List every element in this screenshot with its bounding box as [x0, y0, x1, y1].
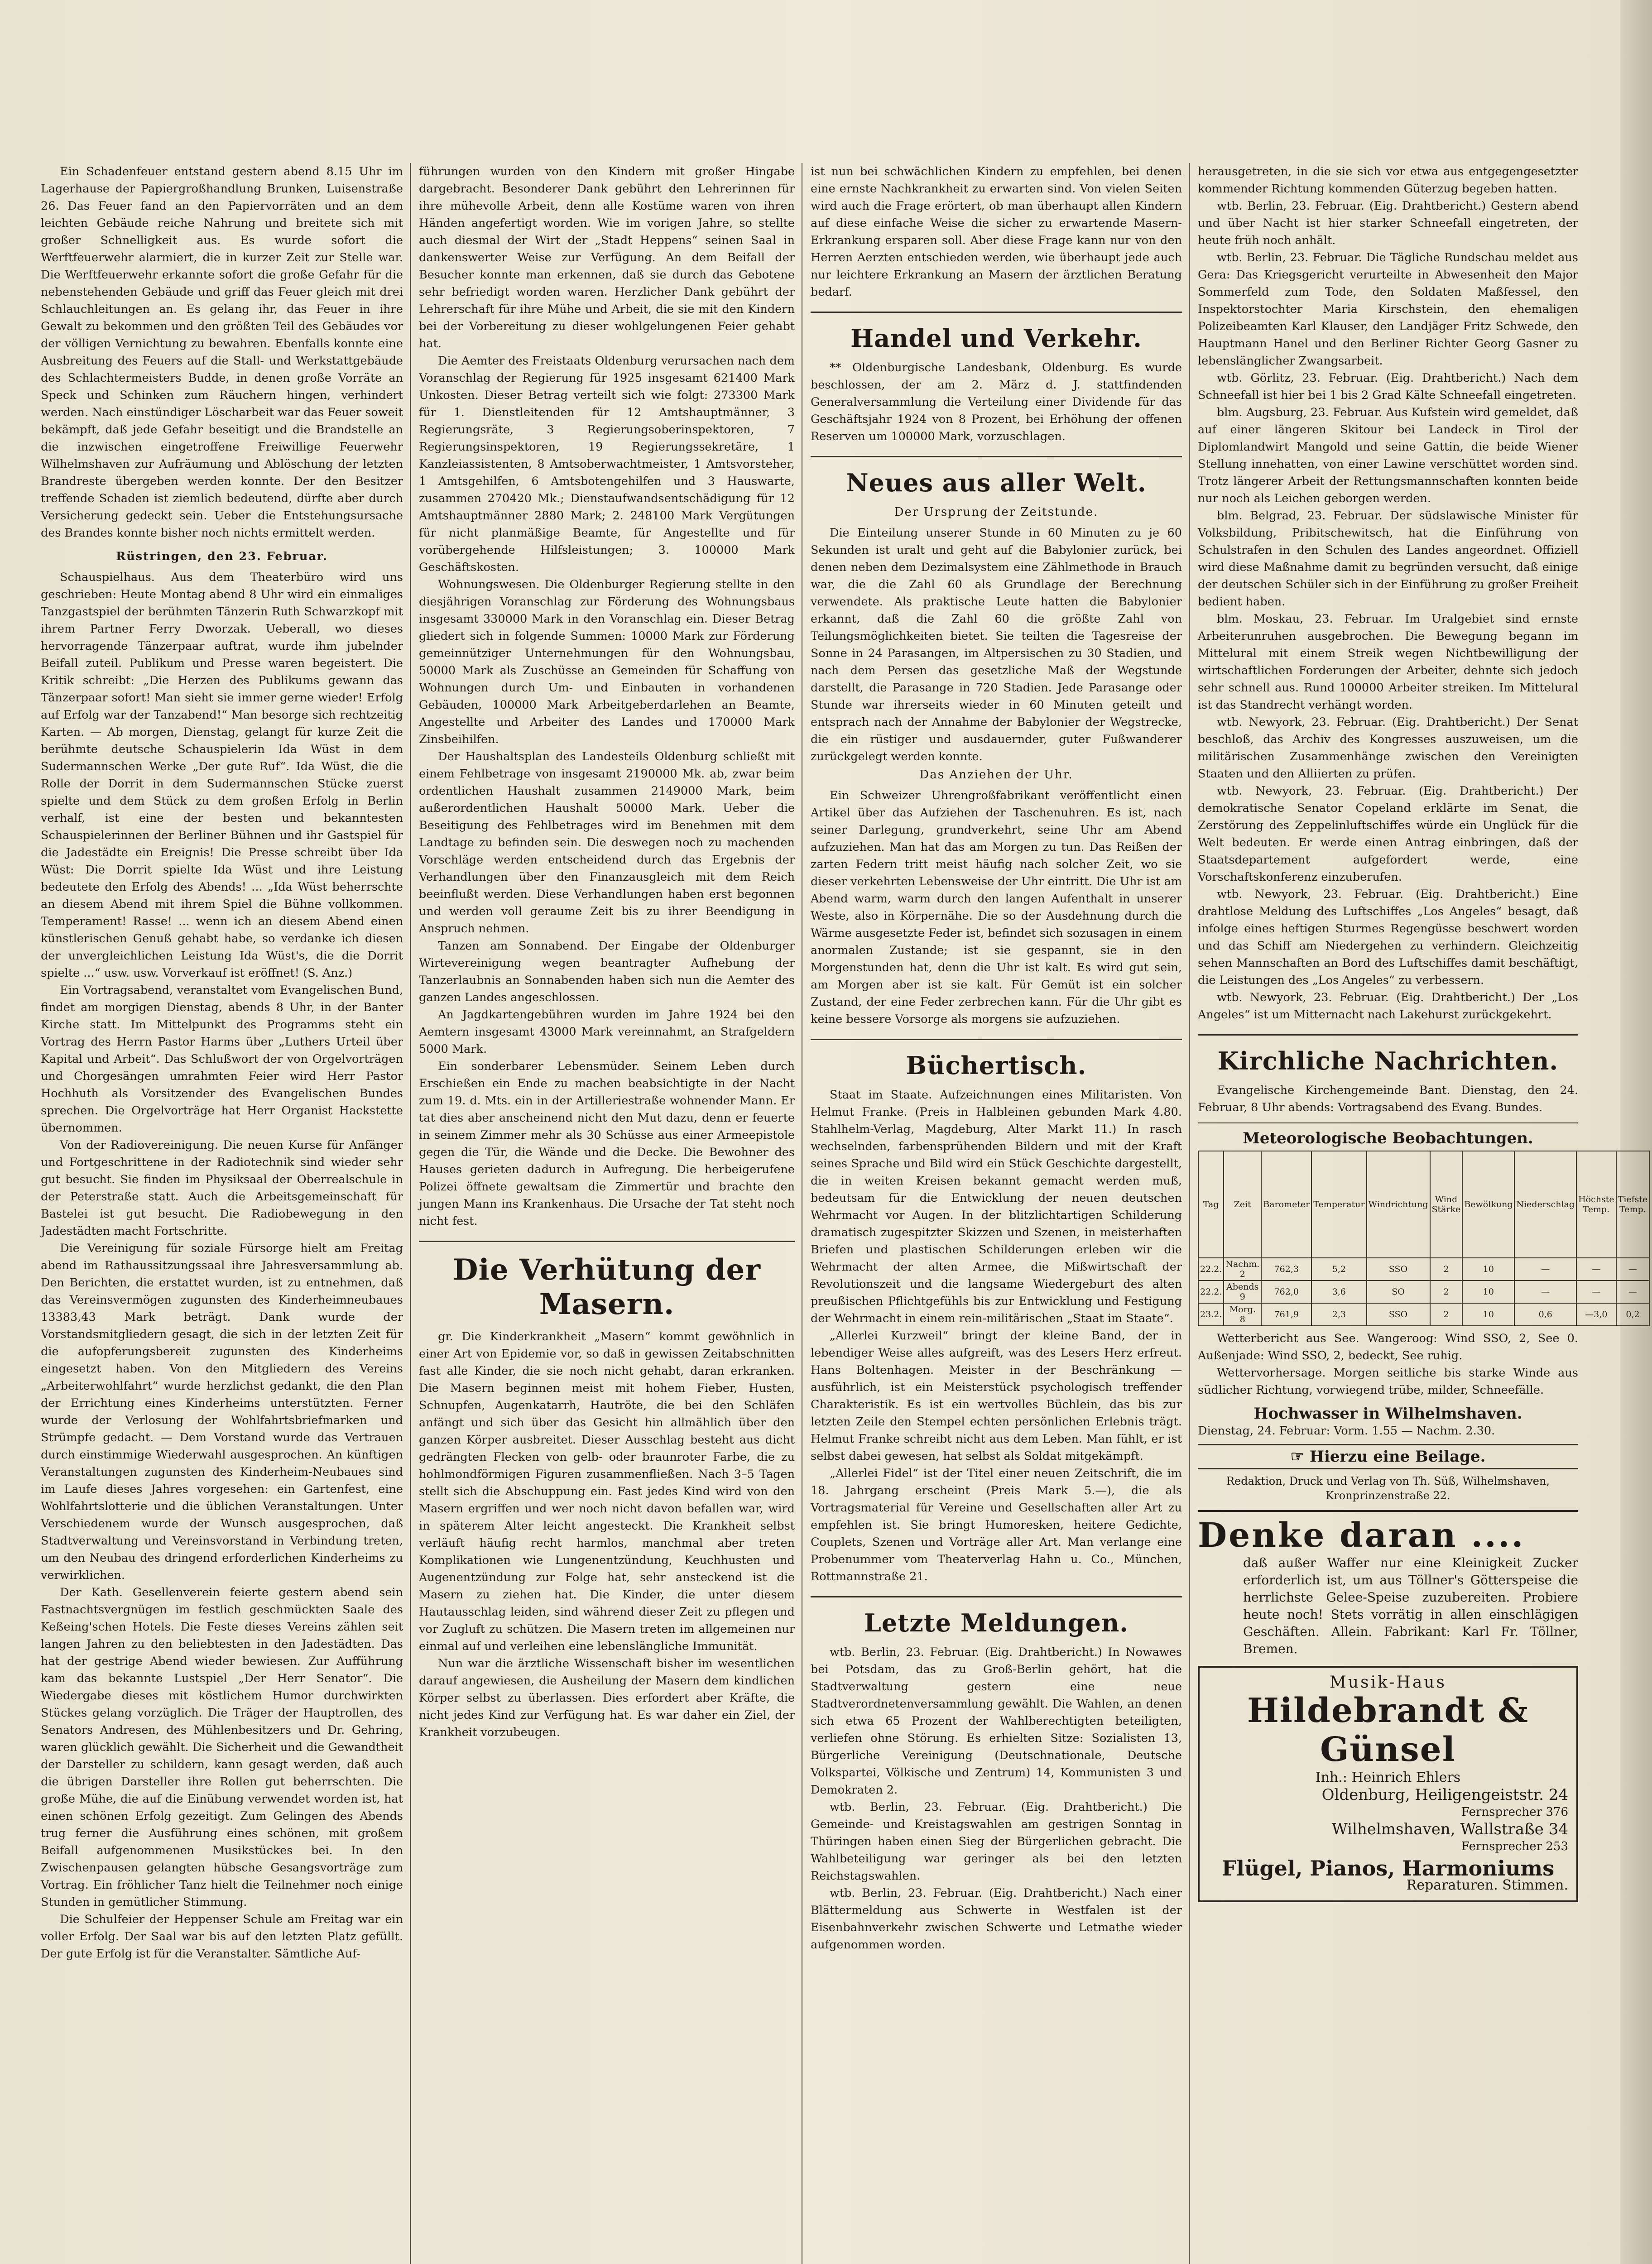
ad-music-phone-1: Fernsprecher 376: [1461, 1805, 1568, 1819]
article-allerlei-fidel: „Allerlei Fidel“ ist der Titel einer neuen Zeitschrift, die im 18. Jahrgang erscheint (Preis Mark 5.—), die als Vortragsmaterial für Vereine und Gesellschaften aller Art zu empfehlen ist. Sie bringt Humoresken, heitere Gedichte, Couplets, Szenen und Vorträge aller Art. Man verlange eine Probenummer vom Theaterverlag Hahn u. Co., München, Rottmannstraße 21.: [811, 1467, 1182, 1583]
ad-denke-title: Denke daran ....: [1198, 1516, 1525, 1555]
table-cell: 3,6: [1311, 1281, 1366, 1303]
table-cell: 5,2: [1311, 1258, 1366, 1281]
article-radio: Von der Radiovereinigung. Die neuen Kurse für Anfänger und Fortgeschrittene in der Radiotechnik sind wieder sehr gut besucht. Sie finden im Physiksaal der Oberrealschule in der Peterstraße statt. Auch die Arbeitsgemeinschaft für Bastelei ist gut besucht. Die Radiobewegung in den Jadestädten macht Fortschritte.: [41, 1138, 403, 1238]
table-cell: 761,9: [1261, 1303, 1311, 1326]
ad-music-address-1: Oldenburg, Heiligengeiststr. 24: [1321, 1786, 1568, 1804]
weather-col-header: Tiefste Temp.: [1616, 1151, 1650, 1258]
table-cell: —: [1514, 1258, 1576, 1281]
weather-col-header: Wind Stärke: [1430, 1151, 1463, 1258]
article-masern-cont: ist nun bei schwächlichen Kindern zu empfehlen, bei denen eine ernste Nachkrankheit zu erwarten sind. Von vielen Seiten wird auch die Frage erörtert, ob man überhaupt allen Kindern auf diese einfache Weise die sicher zu erwartende Masern-Erkrankung ersparen soll. Aber diese Frage kann nur von den Herren Aerzten entschieden werden, wie überhaupt jede auch nur leichtere Erkrankung an Masern der ärztlichen Beratung bedarf.: [811, 165, 1182, 299]
article-staat-im-staate: Staat im Staate. Aufzeichnungen eines Militaristen. Von Helmut Franke. (Preis in Halbleinen gebunden Mark 4.80. Stahlhelm-Verlag, Magdeburg, Alter Markt 11.) In rasch wechselnden, farbensprühenden Bildern und mit der Kraft seines Sprache und Bild wird ein Stück Geschichte dargestellt, die in weiten Kreisen bekannt gemacht werden muß, bedeutsam für die Entwicklung der neuen deutschen Wehrmacht vor Augen. In der blitzlichtartigen Schilderung dramatisch zugespitzter Skizzen und Szenen, in meisterhaften Briefen und plastischen Schilderungen erleben wir die Wehrmacht der alten Armee, die Mißwirtschaft der Revolutionszeit und die langsame Wiedergeburt des alten preußischen Pflichtgefühls bis zur Entwicklung und Festigung der Wehrmacht in einem rein-militärischen „Staat im Staate“.: [811, 1088, 1182, 1325]
dateline: Rüstringen, den 23. Februar.: [116, 550, 328, 563]
table-cell: 10: [1462, 1303, 1514, 1326]
news-item: blm. Belgrad, 23. Februar. Der südslawische Minister für Volksbildung, Pribitschewitsch, hat die Einführung von Schulstrafen in den Schulen des Landes angeordnet. Offiziell wird diese Maßnahme damit zu begründen versucht, daß einige der deutschen Schüler sich in der Einführung zu großer Freiheit bedient haben.: [1198, 509, 1578, 609]
subheading-zeitstunde: Der Ursprung der Zeitstunde.: [894, 505, 1099, 519]
table-cell: SO: [1367, 1281, 1430, 1303]
weather-col-header: Bewölkung: [1462, 1151, 1514, 1258]
pointing-hand-icon: ☞: [1290, 1448, 1310, 1466]
table-cell: 762,0: [1261, 1281, 1311, 1303]
heading-meteorologie: Meteorologische Beobachtungen.: [1243, 1129, 1533, 1147]
table-cell: —: [1576, 1258, 1616, 1281]
article-wettervorhersage: Wettervorhersage. Morgen seitliche bis starke Winde aus südlicher Richtung, vorwiegend trübe, milder, Schneefälle.: [1198, 1366, 1578, 1397]
weather-col-date: Tag: [1198, 1151, 1224, 1258]
ad-music-address-2: Wilhelmshaven, Wallstraße 34: [1331, 1820, 1568, 1838]
article-vortragsabend: Ein Vortragsabend, veranstaltet vom Evangelischen Bund, findet am morgigen Dienstag, abends 8 Uhr, in der Banter Kirche statt. Im Mittelpunkt des Programms steht ein Vortrag des Herrn Pastor Harms über „Luthers Urteil über Kapital und Arbeit“. Das Schlußwort der von Orgelvorträgen und Chorgesängen umrahmten Feier wird Herr Pastor Hochhuth als Vorsitzender des Evangelischen Bundes sprechen. Die Orgelvorträge hat Herr Organist Hackstette übernommen.: [41, 983, 403, 1135]
table-cell: 2: [1430, 1258, 1463, 1281]
weather-col-time: Zeit: [1224, 1151, 1261, 1258]
weather-col-header: Barometer: [1261, 1151, 1311, 1258]
news-item: wtb. Berlin, 23. Februar. (Eig. Drahtbericht.) In Nowawes bei Potsdam, das zu Groß-Berlin gehört, hat die Stadtverwaltung gestern eine neue Stadtverordnetenversammlung gewählt. Die Wahlen, an denen sich etwa 65 Prozent der Wahlberechtigten beteiligten, verliefen ohne Störung. Es erhielten Sitze: Sozialisten 13, Bürgerliche Vereinigung (Deutschnationale, Deutsche Volkspartei, Völkische und Zentrum) 14, Kommunisten 3 und Demokraten 2.: [811, 1645, 1182, 1797]
table-row: [1198, 1281, 1649, 1303]
article-fuersorge: Die Vereinigung für soziale Fürsorge hielt am Freitag abend im Rathaussitzungssaal ihre Jahresversammlung ab. Den Berichten, die erstattet wurden, ist zu entnehmen, daß das Vereinsvermögen zugunsten des Kinderheimneubaues 13383,43 Mark beträgt. Dank wurde der Vorstandsmitgliedern gesagt, die sich in der letzten Zeit für die aufopferungsbereit zugunsten des Kinderheims eingesetzt haben. Von den Mitgliedern des Vereins „Arbeiterwohlfahrt“ wurde herzlichst gedankt, die den Plan der Errichtung eines Kinderheims unterstützten. Ferner wurde der Verlosung der Wohlfahrtsbriefmarken und Strümpfe gedacht. — Dem Vorstand wurde das Vertrauen durch einstimmige Wiederwahl ausgesprochen. An künftigen Veranstaltungen zugunsten des Kinderheim-Neubaues sind im Laufe dieses Jahres vorgesehen: ein Gartenfest, eine Wohlfahrtslotterie und die üblichen Veranstaltungen. Unter Verschiedenem wurde der Wunsch ausgesprochen, daß Stadtverwaltung und Vereinsvorstand in Verbindung treten, um den Neubau des dringend erforderlichen Kinderheims zu verwirklichen.: [41, 1242, 403, 1582]
imprint: Redaktion, Druck und Verlag von Th. Süß, Wilhelmshaven, Kronprinzenstraße 22.: [1226, 1475, 1550, 1502]
article-masern-2: Nun war die ärztliche Wissenschaft bisher im wesentlichen darauf angewiesen, die Ausheilung der Masern dem kindlichen Körper selbst zu überlassen. Dies erfordert aber Kräfte, die nicht jedes Kind zur Verfügung hat. Es war daher ein Ziel, der Krankheit vorzubeugen.: [419, 1657, 795, 1739]
article-landesbank: ** Oldenburgische Landesbank, Oldenburg. Es wurde beschlossen, der am 2. März d. J. stattfindenden Generalversammlung die Verteilung einer Dividende für das Geschäftsjahr 1924 von 8 Prozent, bei Erhöhung der offenen Reserven um 100000 Mark, vorzuschlagen.: [811, 361, 1182, 443]
heading-handel: Handel und Verkehr.: [850, 324, 1142, 353]
table-cell: Nachm. 2: [1224, 1258, 1261, 1281]
news-item: wtb. Newyork, 23. Februar. (Eig. Drahtbericht.) Der Senat beschloß, das Archiv des Kongresses auszuweisen, um die militärischen Zusammenhänge zwischen den Vereinigten Staaten und den Alliierten zu prüfen.: [1198, 715, 1578, 781]
table-cell: —: [1616, 1258, 1650, 1281]
page-spine: [1620, 0, 1652, 2264]
news-item: wtb. Newyork, 23. Februar. (Eig. Drahtbericht.) Der „Los Angeles“ ist um Mitternacht nach Lakehurst zurückgekehrt.: [1198, 991, 1578, 1022]
ad-denke-daran: [1198, 1510, 1578, 1658]
article-schulfeier: Die Schulfeier der Heppenser Schule am Freitag war ein voller Erfolg. Der Saal war bis auf den letzten Platz gefüllt. Der gute Erfolg ist für die Veranstalter. Sämtliche Auf-: [41, 1913, 403, 1961]
table-cell: 22.2.: [1198, 1281, 1224, 1303]
ad-music-kicker: Musik-Haus: [1330, 1673, 1446, 1692]
table-cell: 2,3: [1311, 1303, 1366, 1326]
heading-hochwasser: Hochwasser in Wilhelmshaven.: [1253, 1405, 1522, 1423]
table-cell: 762,3: [1261, 1258, 1311, 1281]
section-divider: [811, 312, 1182, 313]
section-divider: [419, 1241, 795, 1242]
subheading-uhr: Das Anziehen der Uhr.: [919, 768, 1073, 782]
section-divider: [811, 456, 1182, 457]
article-kurzweil: „Allerlei Kurzweil“ bringt der kleine Band, der in lebendiger Weise alles aufgreift, was des Lesers Herz erfreut. Hans Boltenhagen. Meister in der Beschränkung — ausführlich, ist ein Meisterstück psychologisch treffender Charakteristik. Es ist ein wertvolles Büchlein, das bis zur letzten Zeile den Stempel echten persönlichen Erlebnis trägt. Helmut Franke schreibt nicht aus dem Leben. Man fühlt, er ist selbst dabei gewesen, hat selbst als Soldat mitgekämpft.: [811, 1329, 1182, 1463]
article-haushaltsplan: Der Haushaltsplan des Landesteils Oldenburg schließt mit einem Fehlbetrage von insgesamt 2190000 Mk. ab, zwar beim ordentlichen Haushalt zusammen 2149000 Mark, beim außerordentlichen Haushalt 50000 Mark. Ueber die Beseitigung des Fehlbetrages wird im Benehmen mit dem Landtage zu befinden sein. Die deswegen noch zu machenden Vorschläge werden entscheidend durch das Ergebnis der Verhandlungen über den Finanzausgleich mit dem Reich beeinflußt werden. Diese Verhandlungen haben erst begonnen und werden voll geraume Zeit bis zu ihrer Beendigung in Anspruch nehmen.: [419, 750, 795, 935]
article-wetter-see: Wetterbericht aus See. Wangeroog: Wind SSO, 2, See 0. Außenjade: Wind SSO, 2, bedeckt, See ruhig.: [1198, 1332, 1578, 1362]
column-rule: [1189, 163, 1190, 2264]
heading-kirchlich: Kirchliche Nachrichten.: [1217, 1046, 1559, 1075]
article-aemter: Die Aemter des Freistaats Oldenburg verursachen nach dem Voranschlag der Regierung für 1925 insgesamt 621400 Mark Unkosten. Dieser Betrag verteilt sich wie folgt: 273300 Mark für 1. Dienstleitenden für 12 Amtshauptmänner, 3 Regierungsräte, 3 Regierungsoberinspektoren, 7 Regierungsinspektoren, 19 Regierungssekretäre, 1 Kanzleiassistenten, 8 Amtsoberwachtmeister, 1 Amtsvorsteher, 1 Amtsgehilfen, 6 Amtsbotengehilfen und 3 Hauswarte, zusammen 270420 Mk.; Dienstaufwandsentschädigung für 12 Amtshauptmänner 2880 Mark; 2. 248100 Mark Vergütungen für nicht planmäßige Beamte, für Angestellte und für vorübergehende Hilfsleistungen; 3. 100000 Mark Geschäftskosten.: [419, 354, 795, 574]
column-4: [1198, 163, 1648, 2264]
section-divider: [1198, 1122, 1578, 1123]
heading-neues: Neues aus aller Welt.: [846, 468, 1147, 497]
column-1: [41, 163, 403, 2264]
table-cell: SSO: [1367, 1303, 1430, 1326]
ad-music-name: Hildebrandt & Günsel: [1247, 1691, 1529, 1769]
heading-masern: Die Verhütung der Masern.: [453, 1253, 761, 1321]
article-tanzen: Tanzen am Sonnabend. Der Eingabe der Oldenburger Wirtevereinigung wegen beantragter Aufhebung der Tanzerlaubnis an Sonnabenden haben sich nun die Aemter des ganzen Landes angeschlossen.: [419, 939, 795, 1004]
table-cell: 10: [1462, 1258, 1514, 1281]
table-cell: 10: [1462, 1281, 1514, 1303]
news-item: wtb. Berlin, 23. Februar. (Eig. Drahtbericht.) Die Gemeinde- und Kreistagswahlen am gestrigen Sonntag in Thüringen haben einen Sieg der Bürgerlichen gebracht. Die Wahlbeteiligung war geringer als bei den letzten Reichstagswahlen.: [811, 1800, 1182, 1883]
heading-letzte: Letzte Meldungen.: [864, 1608, 1129, 1637]
weather-table: [1198, 1151, 1650, 1326]
table-cell: Abends 9: [1224, 1281, 1261, 1303]
table-row: [1198, 1303, 1649, 1326]
table-cell: 0,2: [1616, 1303, 1650, 1326]
article-fire: Ein Schadenfeuer entstand gestern abend 8.15 Uhr im Lagerhause der Papiergroßhandlung Brunken, Luisenstraße 26. Das Feuer fand an den Papiervorräten und an dem leichten Gebäude reiche Nahrung und breitete sich mit großer Schnelligkeit aus. Es wurde sofort die Werftfeuerwehr alarmiert, die in kurzer Zeit zur Stelle war. Die Werftfeuerwehr erkannte sofort die große Gefahr für die nebenstehenden Gebäude und griff das Feuer gleich mit drei Schlauchleitungen an. Es gelang ihr, das Feuer in ihre Gewalt zu bekommen und den größten Teil des Gebäudes vor der völligen Vernichtung zu bewahren. Ebenfalls konnte eine Ausbreitung des Feuers auf die Stall- und Werkstattgebäude des Schlachtermeisters Budde, in denen große Vorräte an Speck und Schinken zum Räuchern hingen, verhindert werden. Nach einstündiger Löscharbeit war das Feuer soweit bekämpft, daß jede Gefahr beseitigt und die Brandstelle an die inzwischen eingetroffene Freiwillige Feuerwehr Wilhelmshaven zur Aufräumung und Ablöschung der letzten Brandreste übergeben werden konnte. Der den Besitzer treffende Schaden ist ziemlich bedeutend, dürfte aber durch Versicherung gedeckt sein. Ueber die Entstehungsursache des Brandes konnte bisher noch nichts ermittelt werden.: [41, 165, 403, 540]
news-item: wtb. Berlin, 23. Februar. Die Tägliche Rundschau meldet aus Gera: Das Kriegsgericht verurteilte in Abwesenheit den Major Sommerfeld zum Tode, den Soldaten Maßfessel, den Inspektorstochter Maria Kirschstein, den ehemaligen Polizeibeamten Karl Klauser, den Landjäger Fritz Schwede, den Hauptmann Hanel und den Berliner Richter Georg Gasner zu lebenslänglicher Zwangsarbeit.: [1198, 251, 1578, 368]
news-item: wtb. Newyork, 23. Februar. (Eig. Drahtbericht.) Eine drahtlose Meldung des Luftschiffes „Los Angeles“ besagt, daß infolge eines heftigen Sturmes Regengüsse beschwert worden und das Schiff am Niedergehen zu verhindern. Gleichzeitig sehen Mannschaften an Bord des Luftschiffes damit beschäftigt, die Leistungen des „Los Angeles“ zu verbessern.: [1198, 887, 1578, 987]
beilage-note: [1198, 1444, 1578, 1469]
table-cell: —: [1514, 1281, 1576, 1303]
weather-col-header: Temperatur: [1311, 1151, 1366, 1258]
column-2: [419, 163, 795, 2264]
article-gesellenverein: Der Kath. Gesellenverein feierte gestern abend sein Fastnachtsvergnügen im festlich geschmückten Saale des Keßeing'schen Hotels. Die Feste dieses Vereins zählen seit langen Jahren zu den beliebtesten in den Jadestädten. Das hat der gestrige Abend wieder bewiesen. Zur Aufführung kam das bekannte Lustspiel „Der Herr Senator“. Die Wiedergabe dieses mit köstlichem Humor durchwirkten Stückes gelang vorzüglich. Die Träger der Hauptrollen, des Senators Andresen, des Mühlenbesitzers und Dr. Gehring, waren glücklich gewählt. Die Sicherheit und die Gewandtheit der Darsteller zu schildern, kann gesagt werden, daß auch die übrigen Darsteller ihre Rollen gut beherrschten. Die große Mühe, die auf die Einübung verwendet worden ist, hat einen schönen Erfolg gezeitigt. Zum Gelingen des Abends trug ferner die Ausführung eines schönen, mit großem Beifall aufgenommenen Musikstückes bei. In den Zwischenpausen gelangten hübsche Gesangsvorträge zum Vortrag. Ein fröhlicher Tanz hielt die Teilnehmer noch einige Stunden in gemütlicher Stimmung.: [41, 1586, 403, 1909]
table-cell: 23.2.: [1198, 1303, 1224, 1326]
ad-music-owner: Inh.: Heinrich Ehlers: [1315, 1770, 1461, 1785]
article-masern: gr. Die Kinderkrankheit „Masern“ kommt gewöhnlich in einer Art von Epidemie vor, so daß in gewissen Zeitabschnitten fast alle Kinder, die sie noch nicht gehabt, daran erkranken. Die Masern beginnen meist mit hohem Fieber, Husten, Schnupfen, Augenkatarrh, Hautröte, die bei den Schläfen anfängt und sich über das Gesicht hin allmählich über den ganzen Körper ausbreitet. Dieser Ausschlag besteht aus dicht gedrängten Flecken von gelb- oder braunroter Farbe, die zu hohlmondförmigen Figuren zusammenfließen. Nach 3–5 Tagen stellt sich die Abschuppung ein. Fast jedes Kind wird von den Masern ergriffen und wer noch nicht davon befallen war, wird in späterem Alter leicht angesteckt. Die Krankheit selbst verläuft häufig recht harmlos, manchmal aber treten Komplikationen wie Lungenentzündung, Keuchhusten und Augenentzündung zur Folge hat, sehr ansteckend ist die Masern zu ziehen hat. Die Kinder, die unter diesem Hautausschlag leiden, sind während dieser Zeit zu pflegen und vor Zugluft zu schützen. Die Masern treten im allgemeinen nur einmal auf und verleihen eine lebenslängliche Immunität.: [419, 1330, 795, 1653]
section-divider: [1198, 1034, 1578, 1036]
news-item: wtb. Berlin, 23. Februar. (Eig. Drahtbericht.) Nach einer Blättermeldung aus Schwerte in Westfalen ist der Eisenbahnverkehr zwischen Schwerte und Letmathe wieder aufgenommen worden.: [811, 1886, 1182, 1952]
column-3: [811, 163, 1182, 2264]
article-schauspielhaus: Schauspielhaus. Aus dem Theaterbüro wird uns geschrieben: Heute Montag abend 8 Uhr wird ein einmaliges Tanzgastspiel der berühmten Tänzerin Ruth Schwarzkopf mit ihrem Partner Ferry Dworzak. Ueberall, wo dieses hervorragende Tänzerpaar auftrat, wurde ihm jubelnder Beifall zuteil. Publikum und Presse waren begeistert. Die Kritik schreibt: „Die Herzen des Publikums gewann das Tänzerpaar sofort! Man sieht sie immer gerne wieder! Erfolg auf Erfolg war der Tanzabend!“ Man besorge sich rechtzeitig Karten. — Ab morgen, Dienstag, gelangt für kurze Zeit die berühmte deutsche Schauspielerin Ida Wüst in dem Sudermannschen Werke „Der gute Ruf“. Ida Wüst, die die Rolle der Dorrit in dem Sudermannschen Stücke zuerst spielte und dem Stück zu dem großen Erfolg in Berlin verhalf, ist eine der besten und bekanntesten Schauspielerinnen der Berliner Bühnen und ihr Gastspiel für die Jadestädte ein Ereignis! Die Presse schreibt über Ida Wüst: Die Dorrit spielte Ida Wüst und ihre Leistung bedeutete den Erfolg des Abends! ... „Ida Wüst beherrschte an diesem Abend mit ihrem Spiel die Bühne vollkommen. Temperament! Rasse! ... wenn ich an diesem Abend einen künstlerischen Genuß gehabt habe, so verdanke ich diesen der unvergleichlichen Leistung Ida Wüst's, die die Dorrit spielte ...“ usw. usw. Vorverkauf ist eröffnet! (S. Anz.): [41, 571, 403, 980]
table-cell: —: [1576, 1281, 1616, 1303]
article-schulfeier-cont: führungen wurden von den Kindern mit großer Hingabe dargebracht. Besonderer Dank gebührt den Lehrerinnen für ihre mühevolle Arbeit, denn alle Kostüme waren von ihren Händen angefertigt worden. Wie im vorigen Jahre, so stellte auch diesmal der Wirt der „Stadt Heppens“ seinen Saal in dankenswerter Weise zur Verfügung. An dem Beifall der Besucher konnte man erkennen, daß sie durch das Gebotene sehr befriedigt worden waren. Herzlicher Dank gebührt der Lehrerschaft für ihre Mühe und Arbeit, die sie mit den Kindern bei der Vorbereitung zu dieser wohlgelungenen Feier gehabt hat.: [419, 165, 795, 350]
table-cell: SSO: [1367, 1258, 1430, 1281]
table-cell: 2: [1430, 1303, 1463, 1326]
ad-music-products: Flügel, Pianos, Harmoniums: [1221, 1856, 1555, 1880]
article-uhr: Ein Schweizer Uhrengroßfabrikant veröffentlicht einen Artikel über das Aufziehen der Taschenuhren. Es ist, nach seiner Darlegung, grundverkehrt, seine Uhr am Abend aufzuziehen. Man hat das am Morgen zu tun. Das Reißen der zarten Federn tritt meist häufig nach solcher Zeit, wo sie dieser verkehrten Lebensweise der Uhr eintritt. Die Uhr ist am Abend warm, warm durch den langen Aufenthalt in unserer Weste, also in Körpernähe. Die so der Ausdehnung durch die Wärme ausgesetzte Feder ist, befindet sich sozusagen in einem anormalen Zustande; ist sie gespannt, sie in den Morgenstunden hat, denn die Uhr ist kalt. Es wird gut sein, am Morgen aber ist sie kalt. Für Gemüt ist ein solcher Zustand, der eine Feder zerbrechen kann. Für die Uhr gibt es keine bessere Vorsorge als morgens sie aufzuziehen.: [811, 789, 1182, 1026]
news-item: blm. Augsburg, 23. Februar. Aus Kufstein wird gemeldet, daß auf einer längeren Skitour bei Landeck in Tirol der Diplomlandwirt Mangold und seine Gattin, die beide Wiener Stellung innehatten, von einer Lawine verschüttet worden sind. Trotz längerer Arbeit der Rettungsmannschaften konnten beide nur noch als Leichen geborgen werden.: [1198, 406, 1578, 505]
news-item: wtb. Görlitz, 23. Februar. (Eig. Drahtbericht.) Nach dem Schneefall ist hier bei 1 bis 2 Grad Kälte Schneefall eingetreten.: [1198, 371, 1578, 402]
ad-music-services: Reparaturen. Stimmen.: [1406, 1877, 1568, 1893]
article-jagdkarten: An Jagdkartengebühren wurden im Jahre 1924 bei den Aemtern insgesamt 43000 Mark vereinnahmt, an Strafgeldern 5000 Mark.: [419, 1008, 795, 1056]
news-item: wtb. Newyork, 23. Februar. (Eig. Drahtbericht.) Der demokratische Senator Copeland erklärte im Senat, die Zerstörung des Zeppelinluftschiffes würde ein Unglück für die Welt bedeuten. Er werde einen Antrag einbringen, daß der Staatsdepartement aufgefordert werde, eine Vorschaftskonferenz einzuberufen.: [1198, 784, 1578, 884]
beilage-label: Hierzu eine Beilage.: [1309, 1448, 1486, 1466]
table-cell: —: [1616, 1281, 1650, 1303]
table-row: [1198, 1258, 1649, 1281]
article-wohnungswesen: Wohnungswesen. Die Oldenburger Regierung stellte in den diesjährigen Voranschlag zur Förderung des Wohnungsbaus insgesamt 330000 Mark in den Voranschlag ein. Dieser Betrag gliedert sich in folgende Summen: 10000 Mark zur Förderung gemeinnütziger Unternehmungen für den Wohnungsbau, 50000 Mark als Zuschüsse an Gemeinden für Schaffung von Wohnungen durch Um- und Einbauten in vorhandenen Gebäuden, 100000 Mark Arbeitgeberdarlehen an Beamte, Angestellte und Arbeiter des Landes und 170000 Mark Zinsbeihilfen.: [419, 578, 795, 746]
article-zeitstunde: Die Einteilung unserer Stunde in 60 Minuten zu je 60 Sekunden ist uralt und geht auf die Babylonier zurück, bei denen neben dem Dezimalsystem eine Zählmethode in Brauch war, die die Zahl 60 als Grundlage der Berechnung verwendete. Als praktische Leute hatten die Babylonier erkannt, daß die Zahl 60 die größte Zahl von Teilungsmöglichkeiten bietet. Sie teilten die Tagesreise der Sonne in 24 Parasangen, im Altpersischen zu 30 Stadien, und nach dem Persen das gesetzliche Maß der Wegstunde darstellt, die Parasange in 720 Stadien. Jede Parasange oder Stunde war ihrerseits wieder in 60 Minuten geteilt und entsprach nach der Annahme der Babylonier der Wegstrecke, die ein rüstiger und ausdauernder, guter Fußwanderer zurückgelegt werden konnte.: [811, 526, 1182, 763]
section-divider: [811, 1039, 1182, 1040]
column-rule: [410, 163, 411, 2264]
news-item: blm. Moskau, 23. Februar. Im Uralgebiet sind ernste Arbeiterunruhen ausgebrochen. Die Bewegung begann im Mittelural mit einem Streik wegen Nichtbewilligung der wirtschaftlichen Forderungen der Arbeiter, dehnte sich jedoch sehr schnell aus. Rund 100000 Arbeiter streiken. Im Mittelural ist das Standrecht verhängt worden.: [1198, 612, 1578, 712]
table-cell: 0,6: [1514, 1303, 1576, 1326]
table-cell: Morg. 8: [1224, 1303, 1261, 1326]
ad-musikhaus: [1198, 1666, 1578, 1902]
news-item: herausgetreten, in die sie sich vor etwa aus entgegengesetzter kommender Richtung kommenden Güterzug begeben hatten.: [1198, 165, 1578, 196]
weather-col-header: Niederschlag: [1514, 1151, 1576, 1258]
section-divider: [811, 1596, 1182, 1597]
table-cell: 22.2.: [1198, 1258, 1224, 1281]
weather-col-header: Höchste Temp.: [1576, 1151, 1616, 1258]
weather-col-header: Windrichtung: [1367, 1151, 1430, 1258]
hochwasser-times: Dienstag, 24. Februar: Vorm. 1.55 — Nachm. 2.30.: [1198, 1424, 1495, 1438]
table-cell: —3,0: [1576, 1303, 1616, 1326]
article-kirche: Evangelische Kirchengemeinde Bant. Dienstag, den 24. Februar, 8 Uhr abends: Vortragsabend des Evang. Bundes.: [1198, 1084, 1578, 1114]
ad-music-phone-2: Fernsprecher 253: [1461, 1840, 1568, 1853]
news-item: wtb. Berlin, 23. Februar. (Eig. Drahtbericht.) Gestern abend und über Nacht ist hier starker Schneefall eingetreten, der heute früh noch anhält.: [1198, 199, 1578, 247]
heading-buechertisch: Büchertisch.: [906, 1051, 1087, 1080]
ad-denke-body: daß außer Waffer nur eine Kleinigkeit Zucker erforderlich ist, um aus Töllner's Götterspeise die herrlichste Gelee-Speise zuzubereiten. Probiere heute noch! Stets vorrätig in allen einschlägigen Geschäften. Allein. Fabrikant: Karl Fr. Töllner, Bremen.: [1243, 1555, 1578, 1656]
article-lebensmueder: Ein sonderbarer Lebensmüder. Seinem Leben durch Erschießen ein Ende zu machen beabsichtigte in der Nacht zum 19. d. Mts. ein in der Artilleriestraße wohnender Mann. Er tat dies aber anscheinend nicht den Mut dazu, denn er feuerte in seinem Zimmer mehr als 30 Schüsse aus einer Armeepistole gegen die Tür, die Wände und die Decke. Die Bewohner des Hauses gerieten dadurch in Aufregung. Die herbeigerufene Polizei öffnete gewaltsam die Zimmertür und brachte den jungen Mann ins Krankenhaus. Die Ursache der Tat steht noch nicht fest.: [419, 1060, 795, 1228]
table-cell: 2: [1430, 1281, 1463, 1303]
